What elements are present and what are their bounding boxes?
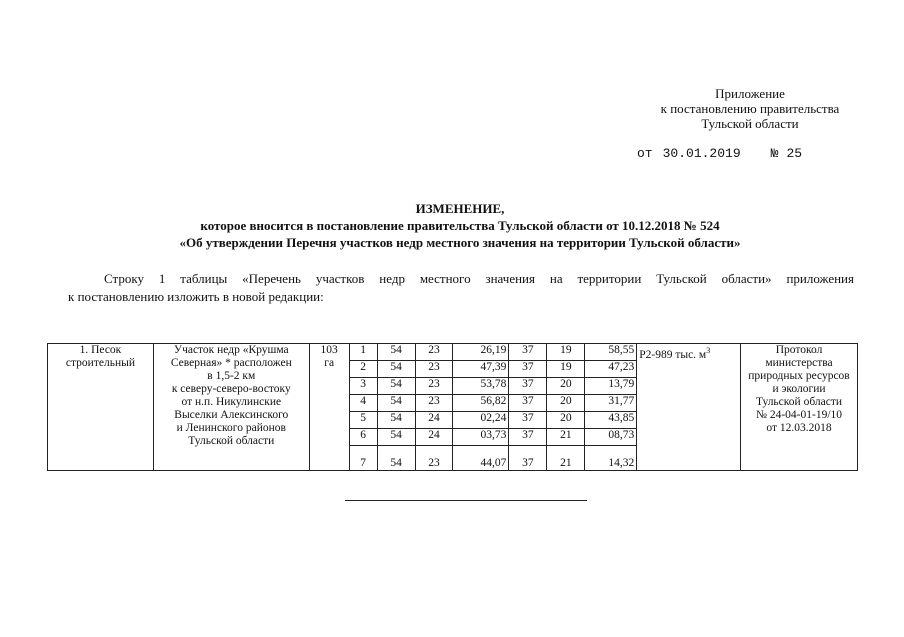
- coord-lon-sec: 58,55: [585, 344, 637, 361]
- heading-line: которое вносится в постановление правительства Тульской области от 10.12.2018 № 524: [200, 218, 720, 233]
- number-sign: №: [770, 146, 779, 161]
- mineral-cell: 1. Песок строительный: [48, 344, 154, 471]
- deposit-table: [47, 343, 858, 471]
- paragraph-line: Строку 1 таблицы «Перечень участков недр местного значения на территории Тульской области» приложения: [104, 271, 854, 286]
- date-prefix: от: [637, 146, 653, 161]
- coord-lat-deg: 54: [377, 344, 415, 361]
- reserves-cell: Р2-989 тыс. $м^3$: [637, 344, 741, 471]
- appendix-line: к постановлению правительства: [660, 101, 840, 116]
- protocol-cell: Протокол министерства природных ресурсов и экологии Тульской области № 24-04-01-19/10 от 12.03.2018: [741, 344, 858, 471]
- coord-point: 1: [349, 344, 377, 361]
- table-row: 7 54 23 44,07 37 21 14,32: [48, 446, 858, 471]
- coord-lon-min: 19: [547, 344, 585, 361]
- coord-lat-min: 23: [415, 344, 453, 361]
- document-date: 30.01.2019: [662, 146, 741, 161]
- table-row: [48, 344, 858, 361]
- appendix-line: Тульской области: [701, 116, 799, 131]
- table-row: 4 54 23 56,82 37 20 31,77: [48, 395, 858, 412]
- closing-rule: [345, 500, 587, 501]
- table-row: 6 54 24 03,73 37 21 08,73: [48, 429, 858, 446]
- heading-title: ИЗМЕНЕНИЕ,: [415, 201, 505, 216]
- document-date-number: [637, 146, 802, 161]
- document-number: 25: [786, 146, 803, 161]
- document-heading: [60, 200, 860, 251]
- table-row: 5 54 24 02,24 37 20 43,85: [48, 412, 858, 429]
- paragraph-line: к постановлению изложить в новой редакции:: [68, 289, 324, 304]
- appendix-block: [600, 86, 900, 131]
- table-row: 2 54 23 47,39 37 19 47,23: [48, 361, 858, 378]
- table-row: 3 54 23 53,78 37 20 13,79: [48, 378, 858, 395]
- coord-lon-deg: 37: [509, 344, 547, 361]
- site-description-cell: Участок недр «Крушма Северная» * расположен в 1,5-2 км к северу-северо-востоку от н.п. Никулинские Выселки Алексинского и Ленинского районов Тульской области: [153, 344, 309, 471]
- coord-lat-sec: 26,19: [453, 344, 509, 361]
- body-paragraph: [68, 270, 854, 306]
- heading-line: «Об утверждении Перечня участков недр местного значения на территории Тульской области»: [179, 235, 741, 250]
- appendix-title: Приложение: [715, 86, 785, 101]
- area-cell: 103 га: [309, 344, 349, 471]
